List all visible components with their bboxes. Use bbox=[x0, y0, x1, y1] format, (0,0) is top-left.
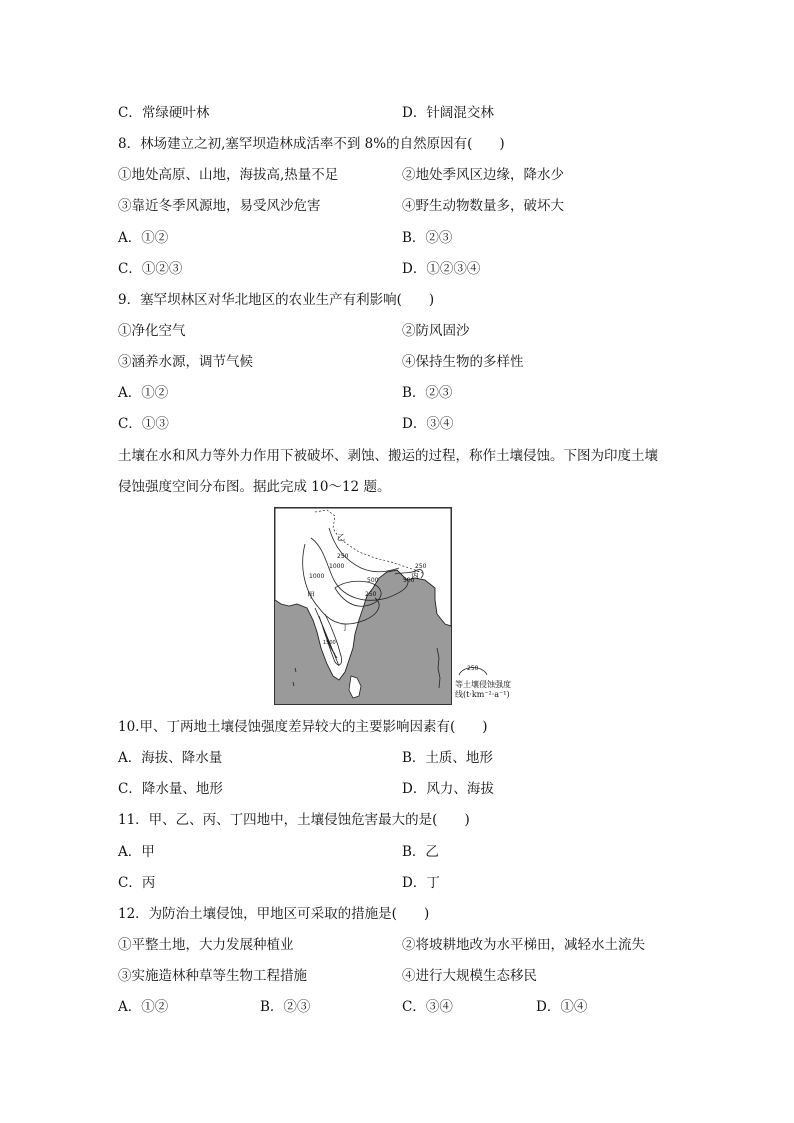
q12-item-2: ②将坡耕地改为水平梯田，减轻水土流失 bbox=[402, 937, 645, 953]
q10-option-d: D．风力、海拔 bbox=[402, 781, 494, 797]
q9-option-b: B．②③ bbox=[402, 385, 453, 401]
region-label-ding: 丁 bbox=[341, 623, 349, 632]
q9-item-3: ③涵养水源，调节气候 bbox=[118, 354, 253, 370]
q8-item-1: ①地处高原、山地，海拔高,热量不足 bbox=[118, 167, 339, 183]
q11-option-c: C．丙 bbox=[118, 875, 156, 891]
q8-item-4: ④野生动物数量多，破坏大 bbox=[402, 198, 564, 214]
q9-option-d: D．③④ bbox=[402, 416, 454, 432]
q9-item-4: ④保持生物的多样性 bbox=[402, 354, 524, 370]
q9-option-a: A．①② bbox=[118, 385, 169, 401]
q12-item-1: ①平整土地，大力发展种植业 bbox=[118, 937, 294, 953]
q8-stem: 8．林场建立之初,塞罕坝造林成活率不到 8%的自然原因有( ) bbox=[118, 136, 505, 152]
legend-label-2: 线(t·km⁻²·a⁻¹) bbox=[455, 690, 510, 699]
q9-item-2: ②防风固沙 bbox=[402, 323, 470, 339]
q11-option-a: A．甲 bbox=[118, 844, 155, 860]
map-legend bbox=[455, 663, 545, 700]
contour-label: 250 bbox=[415, 563, 427, 570]
q12-option-b: B．②③ bbox=[260, 999, 311, 1015]
q10-option-a: A．海拔、降水量 bbox=[118, 750, 223, 766]
contour-label: 1500 bbox=[323, 640, 336, 646]
q9-stem: 9．塞罕坝林区对华北地区的农业生产有利影响( ) bbox=[118, 292, 435, 308]
q8-option-a: A．①② bbox=[118, 230, 169, 246]
contour-label: 250 bbox=[365, 591, 377, 598]
q8-option-d: D．①②③④ bbox=[402, 261, 481, 277]
q12-option-a: A．①② bbox=[118, 999, 169, 1015]
q7-option-c: C．常绿硬叶林 bbox=[118, 105, 210, 121]
intro-line-2: 侵蚀强度空间分布图。据此完成 10～12 题。 bbox=[118, 479, 391, 495]
legend-contour-symbol bbox=[455, 663, 495, 677]
q11-stem: 11．甲、乙、丙、丁四地中，土壤侵蚀危害最大的是( ) bbox=[118, 812, 470, 828]
q12-option-d: D．①④ bbox=[536, 999, 588, 1015]
india-erosion-map-svg bbox=[275, 508, 451, 704]
q11-option-b: B．乙 bbox=[402, 844, 439, 860]
q12-option-c: C．③④ bbox=[402, 999, 453, 1015]
q8-item-3: ③靠近冬季风源地，易受风沙危害 bbox=[118, 198, 321, 214]
contour-label: 500 bbox=[403, 577, 415, 584]
q9-option-c: C．①③ bbox=[118, 416, 169, 432]
region-label-bing: 丙 bbox=[411, 571, 419, 580]
contour-label: 1000 bbox=[329, 563, 345, 570]
contour-label: 250 bbox=[337, 553, 349, 560]
q11-option-d: D．丁 bbox=[402, 875, 440, 891]
q12-stem: 12．为防治土壤侵蚀，甲地区可采取的措施是( ) bbox=[118, 906, 430, 922]
legend-label-1: 等土壤侵蚀强度 bbox=[455, 680, 511, 689]
q10-stem: 10.甲、丁两地土壤侵蚀强度差异较大的主要影响因素有( ) bbox=[118, 719, 488, 735]
region-label-jia: 甲 bbox=[307, 591, 315, 600]
q8-option-c: C．①②③ bbox=[118, 261, 183, 277]
region-label-yi: 乙 bbox=[337, 533, 345, 542]
q12-item-3: ③实施造林种草等生物工程措施 bbox=[118, 968, 307, 984]
q8-item-2: ②地处季风区边缘，降水少 bbox=[402, 167, 564, 183]
q7-option-d: D．针阔混交林 bbox=[402, 105, 494, 121]
legend-value: 250 bbox=[467, 665, 479, 672]
contour-label: 500 bbox=[367, 577, 379, 584]
q10-option-b: B．土质、地形 bbox=[402, 750, 493, 766]
intro-line-1: 土壤在水和风力等外力作用下被破坏、剥蚀、搬运的过程，称作土壤侵蚀。下图为印度土壤 bbox=[118, 448, 658, 464]
india-erosion-map bbox=[274, 507, 452, 705]
q9-item-1: ①净化空气 bbox=[118, 323, 186, 339]
contour-label: 1000 bbox=[309, 573, 325, 580]
q12-item-4: ④进行大规模生态移民 bbox=[402, 968, 537, 984]
q10-option-c: C．降水量、地形 bbox=[118, 781, 223, 797]
q8-option-b: B．②③ bbox=[402, 230, 453, 246]
